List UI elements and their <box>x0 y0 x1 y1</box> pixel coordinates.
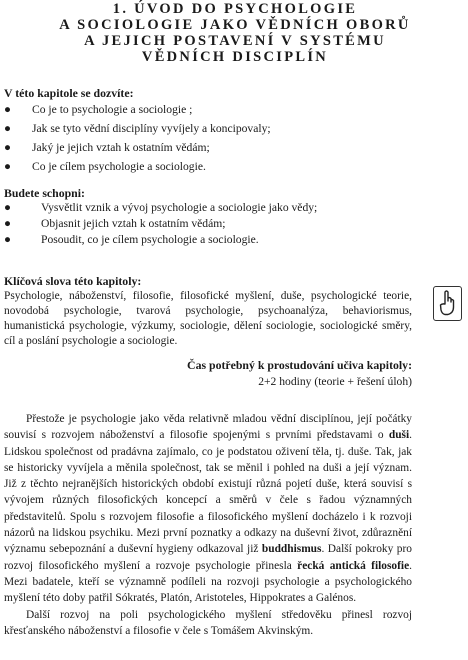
body-text <box>4 411 412 639</box>
study-time-label: Čas potřebný k prostudování učiva kapitoly: <box>187 358 412 372</box>
learn-heading: V této kapitole se dozvíte: <box>4 86 134 100</box>
list-item: ● Co je to psychologie a sociologie ; <box>4 100 414 119</box>
list-item: ● Objasnit jejich vztah k ostatním vědám; <box>4 217 226 230</box>
list-item: ● Jak se tyto vědní disciplíny vyvíjely a koncipovaly; <box>4 119 414 138</box>
chapter-title-line: VĚDNÍCH DISCIPLÍN <box>141 49 329 65</box>
list-item: ● Vysvětlit vznik a vývoj psychologie a sociologie jako vědy; <box>4 201 318 214</box>
keywords-heading: Klíčová slova této kapitoly: <box>4 274 142 288</box>
skills-heading: Budete schopni: <box>4 186 85 200</box>
chapter-title-line: A SOCIOLOGIE JAKO VĚDNÍCH OBORŮ <box>59 17 411 33</box>
skills-list <box>4 200 414 248</box>
bullet-icon: ● <box>4 122 12 135</box>
chapter-title-line: A JEJICH POSTAVENÍ V SYSTÉMU <box>84 33 386 49</box>
emphasis: řecká antická filosofie <box>297 559 410 572</box>
emphasis: duši <box>388 429 410 442</box>
keywords-text: Psychologie, náboženství, filosofie, filosofické myšlení, duše, psychologické teorie, novodobá psychologie, tvarová psychologie, psychoanalýza, behaviorismus, humanistická psychologie, výzkumy, sociologie, dělení sociologie, sociologické směry, cíl a poslání psychologie a sociologie. <box>4 290 412 347</box>
paragraph: Přestože je psychologie jako věda relativně mladou vědní disciplínou, její počátky souvisí s rozvojem náboženství a filosofie spojenými s prvními představami o duši. Lidskou společnost od pradávna zajímalo, co je podstatou oživení těla, tj. duše. Tak, jak se historicky vyvíjela a měnila společnost, tak se měnil i pohled na duši a její význam. Již z těchto nejranějších historických období existují různá pojetí duše, která souvisí s vývojem různých filosofických koncepcí a směrů v čele s řadou významných představitelů. Spolu s rozvojem filosofie a filosofického myšlení docházelo i k rozvoji názorů na lidskou psychiku. Mezi první poznatky a odkazy na duševní život, zdůraznění významu sebepoznání a duševní hygieny odkazoval již buddhismus. Další pokroky pro rozvoj filosofického myšlení a rozvoje psychologie přinesla řecká antická filosofie. Mezi badatele, kteří se významně podíleli na rozvoji psychologie a psychologického myšlení této doby patřil Sókratés, Platón, Aristoteles, Hippokrates a Galénos. <box>4 413 412 605</box>
study-time-value: 2+2 hodiny (teorie + řešení úloh) <box>258 375 412 388</box>
pointing-hand-glyph <box>434 287 461 320</box>
chapter-title-line: 1. ÚVOD DO PSYCHOLOGIE <box>112 1 358 17</box>
bullet-icon: ● <box>4 141 12 154</box>
bullet-icon: ● <box>4 233 12 246</box>
emphasis: buddhismus <box>261 543 322 556</box>
learn-list <box>4 100 414 176</box>
chapter-title <box>0 1 468 65</box>
bullet-icon: ● <box>4 201 12 214</box>
list-item: ● Co je cílem psychologie a sociologie. <box>4 157 414 176</box>
pointing-hand-icon <box>433 286 462 321</box>
bullet-icon: ● <box>4 160 12 173</box>
list-item: ● Jaký je jejich vztah k ostatním vědám; <box>4 138 414 157</box>
list-item: ● Posoudit, co je cílem psychologie a sociologie. <box>4 233 259 246</box>
bullet-icon: ● <box>4 103 12 116</box>
paragraph: Další rozvoj na poli psychologického myšlení středověku přinesl rozvoj křesťanského náboženství a filosofie v čele s Tomášem Akvinským. <box>4 608 412 637</box>
bullet-icon: ● <box>4 217 12 230</box>
